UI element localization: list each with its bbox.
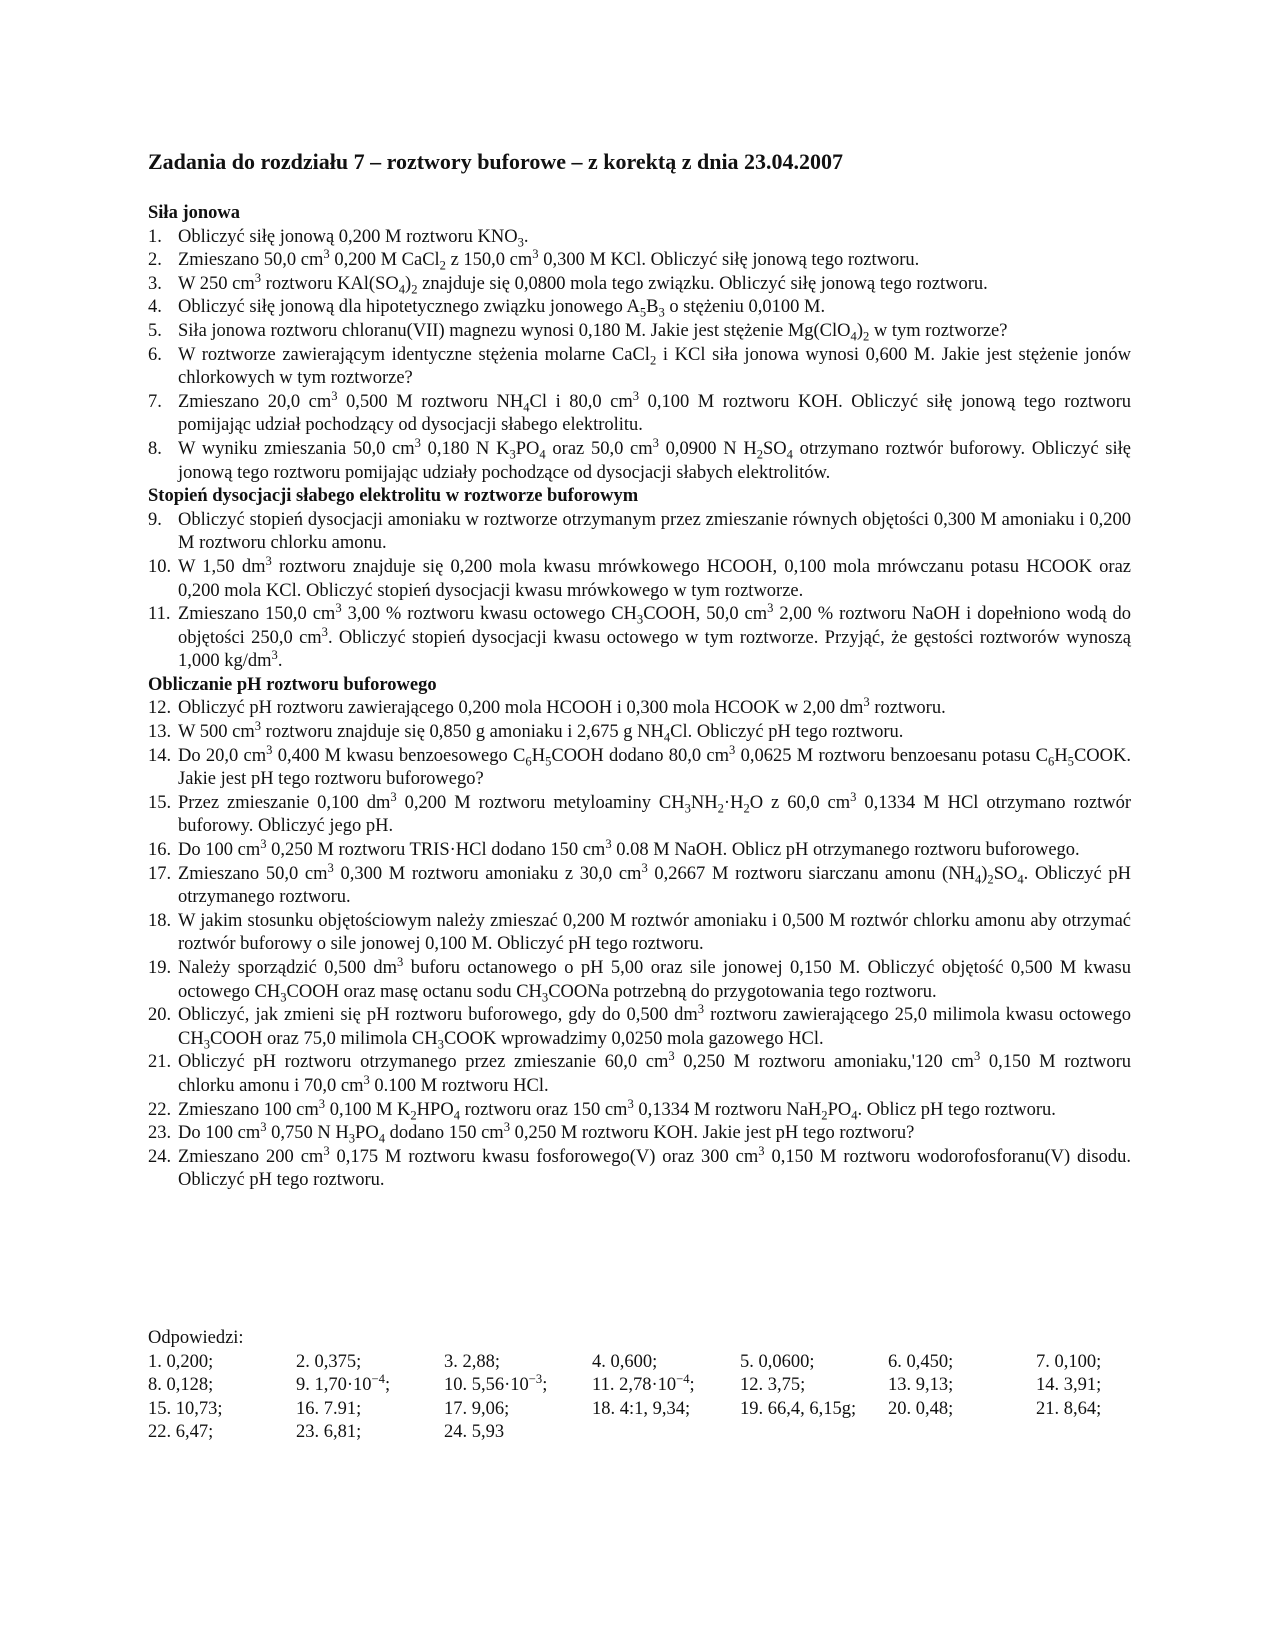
task-number: 12. [148,698,172,719]
task-item [148,249,1131,273]
answer-item: 17. 9,06; [444,1398,510,1419]
answer-item: 14. 3,91; [1036,1375,1102,1396]
task-number: 3. [148,273,162,294]
task-item [148,1096,1131,1123]
answers-label: Odpowiedzi: [148,1328,244,1348]
task-item [148,435,1131,485]
task-text: Obliczyć pH roztworu otrzymanego przez zmieszanie 60,0 $cm^3$ 0,250 M roztworu amoniaku,'120 $cm^3$ 0,150 M roztworu chlorku amonu i 70,0 $cm^3$ 0.100 M roztworu HCl. [178,1049,1132,1096]
answer-item: 11. $2,78\cdot 10^{-4}$; [592,1372,695,1396]
answer-item: 16. 7.91; [296,1398,362,1419]
task-item [148,553,1131,603]
task-text: Obliczyć siłę jonową 0,200 M roztworu $KNO_3$. [178,226,529,250]
task-item [148,910,1131,957]
answer-item: 4. 0,600; [592,1351,658,1372]
task-number: 22. [148,1099,172,1120]
task-list [148,202,1131,1193]
answer-item: 9. $1,70\cdot 10^{-4}$; [296,1372,391,1396]
task-item [148,1122,1131,1146]
task-item [148,1051,1131,1098]
task-text: Do 100 $cm^3$ 0,250 M roztworu TRIS·HCl dodano 150 $cm^3$ 0.08 M NaOH. Oblicz pH otrzymanego roztworu buforowego. [178,836,1080,861]
answer-item: 19. 66,4, 6,15g; [740,1398,857,1419]
answer-item: 1. 0,200; [148,1351,214,1372]
section-heading: Siła jonowa [148,203,241,223]
task-number: 15. [148,792,172,813]
task-text: W jakim stosunku objętościowym należy zmieszać 0,200 M roztwór amoniaku i 0,500 M roztwór chlorku amonu aby otrzymać roztwór buforowy o sile jonowej 0,100 M. Obliczyć pH tego roztworu. [178,910,1131,955]
task-text: W roztworze zawierającym identyczne stężenia molarne CaCl$_2$ i KCl siła jonowa wynosi 0,600 M. Jakie jest stężenie jonów chlorkowych w tym roztworze? [178,344,1131,389]
answer-item: 3. 2,88; [444,1351,501,1372]
task-number: 14. [148,745,172,766]
task-item [148,344,1131,391]
task-item [148,697,1131,721]
answer-item: 2. 0,375; [296,1351,362,1372]
answers-grid [148,1351,1131,1445]
task-item [148,789,1131,839]
task-number: 24. [148,1146,172,1167]
task-item [148,742,1132,792]
task-item [148,954,1131,1005]
task-text: Zmieszano 100 $cm^3$ 0,100 M $K_2HPO_4$ roztworu oraz 150 $cm^3$ 0,1334 M roztworu $NaH_2PO_4$. Oblicz pH tego roztworu. [178,1096,1056,1123]
task-text: Do 100 $cm^3$ 0,750 N $H_3PO_4$ dodano 150 $cm^3$ 0,250 M roztworu KOH. Jakie jest pH tego roztworu? [178,1120,915,1146]
task-number: 7. [148,391,162,412]
task-text: W 500 $cm^3$ roztworu znajduje się 0,850 g amoniaku i 2,675 g $NH_4Cl$. Obliczyć pH tego roztworu. [178,718,904,745]
task-text: W 1,50 $dm^3$ roztworu znajduje się 0,200 mola kwasu mrówkowego HCOOH, 0,100 mola mrówczanu potasu HCOOK oraz 0,200 mola KCl. Obliczyć stopień dysocjacji kwasu mrówkowego w tym roztworze. [178,553,1131,601]
answer-item: 24. 5,93 [444,1422,505,1443]
section-heading: Stopień dysocjacji słabego elektrolitu w roztworze buforowym [148,486,639,507]
answer-item: 13. 9,13; [888,1375,954,1396]
answers-block [148,1327,1131,1445]
task-number: 5. [148,320,162,341]
section-heading: Obliczanie pH roztworu buforowego [148,674,437,695]
task-number: 6. [148,344,162,365]
task-item [148,320,1131,344]
answer-item: 12. 3,75; [740,1375,806,1396]
task-item [148,860,1131,910]
task-number: 4. [148,297,162,318]
task-number: 13. [148,722,172,743]
task-number: 11. [148,604,171,625]
task-item [148,388,1132,438]
task-number: 21. [148,1052,172,1073]
answer-item: 21. 8,64; [1036,1398,1102,1419]
task-text: Do 20,0 $cm^3$ 0,400 M kwasu benzoesowego $C_6H_5COOH$ dodano 80,0 $cm^3$ 0,0625 M roztworu benzoesanu potasu $C_6H_5COOK$. Jakie jest pH tego roztworu buforowego? [178,742,1132,790]
task-text: Siła jonowa roztworu chloranu(VII) magnezu wynosi 0,180 M. Jakie jest stężenie $Mg(ClO_4)_2$ w tym roztworze? [178,320,1008,344]
task-item [148,718,1131,745]
task-text: Zmieszano 200 $cm^3$ 0,175 M roztworu kwasu fosforowego(V) oraz 300 $cm^3$ 0,150 M roztworu wodorofosforanu(V) disodu. Obliczyć pH tego roztworu. [178,1143,1131,1191]
task-item [148,1004,1131,1051]
answer-item: 15. 10,73; [148,1398,223,1419]
task-number: 19. [148,958,172,978]
task-number: 1. [148,226,162,247]
page-title: Zadania do rozdziału 7 – roztwory buforowe – z korektą z dnia 23.04.2007 [148,149,844,174]
task-number: 20. [148,1005,172,1026]
answer-item: 22. 6,47; [148,1422,214,1443]
task-number: 16. [148,840,172,861]
task-number: 9. [148,509,162,530]
answer-item: 8. 0,128; [148,1375,214,1396]
task-text: Obliczyć stopień dysocjacji amoniaku w roztworze otrzymanym przez zmieszanie równych objętości 0,300 M amoniaku i 0,200 M roztworu chlorku amonu. [178,509,1131,554]
task-text: Obliczyć pH roztworu zawierającego 0,200 mola HCOOH i 0,300 mola HCOOK w 2,00 $dm^3$ roztworu. [178,695,946,719]
answer-item: 20. 0,48; [888,1398,954,1419]
task-text: W wyniku zmieszania 50,0 $cm^3$ 0,180 N $K_3PO_4$ oraz 50,0 $cm^3$ 0,0900 N $H_2SO_4$ otrzymano roztwór buforowy. Obliczyć siłę jonową tego roztworu pomijając udziały pochodzące od dysocjacji słabych elektrolitów. [178,435,1131,483]
task-text: Zmieszano 150,0 $cm^3$ 3,00 % roztworu kwasu octowego $CH_3COOH$, 50,0 $cm^3$ 2,00 % roztworu NaOH i dopełniono wodą do objętości 250,0 $cm^3$. Obliczyć stopień dysocjacji kwasu octowego w tym roztworze. Przyjąć, że gęstości roztworów wynoszą 1,000 $kg/dm^3$. [178,600,1132,672]
task-text: Zmieszano 50,0 $cm^3$ 0,300 M roztworu amoniaku z 30,0 $cm^3$ 0,2667 M roztworu siarczanu amonu $(NH_4)_2SO_4$. Obliczyć pH otrzymanego roztworu. [178,860,1131,908]
task-number: 17. [148,863,172,884]
task-text: Przez zmieszanie 0,100 $dm^3$ 0,200 M roztworu metyloaminy $CH_3NH_2\cdot H_2O$ z 60,0 $cm^3$ 0,1334 M HCl otrzymano roztwór buforowy. Obliczyć jego pH. [178,789,1131,837]
answer-item: 10. $5,56\cdot 10^{-3}$; [444,1372,548,1396]
task-text: Obliczyć, jak zmieni się pH roztworu buforowego, gdy do 0,500 $dm^3$ roztworu zawierającego 25,0 milimola kwasu octowego $CH_3COOH$ oraz 75,0 milimola $CH_3COOK$ wprowadzimy 0,0250 mola gazowego HCl. [178,1002,1131,1052]
task-item [148,600,1132,674]
task-number: 18. [148,910,172,931]
task-text: W 250 $cm^3$ roztworu $KAl(SO_4)_2$ znajduje się 0,0800 mola tego związku. Obliczyć siłę jonową tego roztworu. [178,270,988,297]
answer-item: 23. 6,81; [296,1422,362,1443]
task-text: Zmieszano 20,0 $cm^3$ 0,500 M roztworu $NH_4Cl$ i 80,0 $cm^3$ 0,100 M roztworu KOH. Obliczyć siłę jonową tego roztworu pomijając udział pochodzący od dysocjacji słabego elektrolitu. [178,388,1132,436]
task-item [148,226,1131,250]
answer-item: 6. 0,450; [888,1351,954,1372]
task-item [148,509,1131,556]
task-item [148,1143,1131,1193]
task-number: 2. [148,250,162,271]
task-text: Obliczyć siłę jonową dla hipotetycznego związku jonowego $A_5B_3$ o stężeniu 0,0100 M. [178,297,826,321]
task-text: Należy sporządzić 0,500 $dm^3$ buforu octanowego o pH 5,00 oraz sile jonowej 0,150 M. Obliczyć objętość 0,500 M kwasu octowego $CH_3COOH$ oraz masę octanu sodu $CH_3COONa$ potrzebną do przygotowania tego roztworu. [178,954,1131,1005]
task-number: 8. [148,438,162,459]
task-item [148,270,1131,297]
answer-item: 18. 4:1, 9,34; [592,1398,691,1419]
task-text: Zmieszano 50,0 $cm^3$ 0,200 M CaCl$_2$ z 150,0 $cm^3$ 0,300 M KCl. Obliczyć siłę jonową tego roztworu. [178,247,920,273]
task-item [148,296,1131,320]
answer-item: 7. 0,100; [1036,1351,1102,1372]
answer-item: 5. 0,0600; [740,1351,815,1372]
task-number: 23. [148,1123,172,1144]
task-number: 10. [148,556,172,577]
task-item [148,836,1131,863]
